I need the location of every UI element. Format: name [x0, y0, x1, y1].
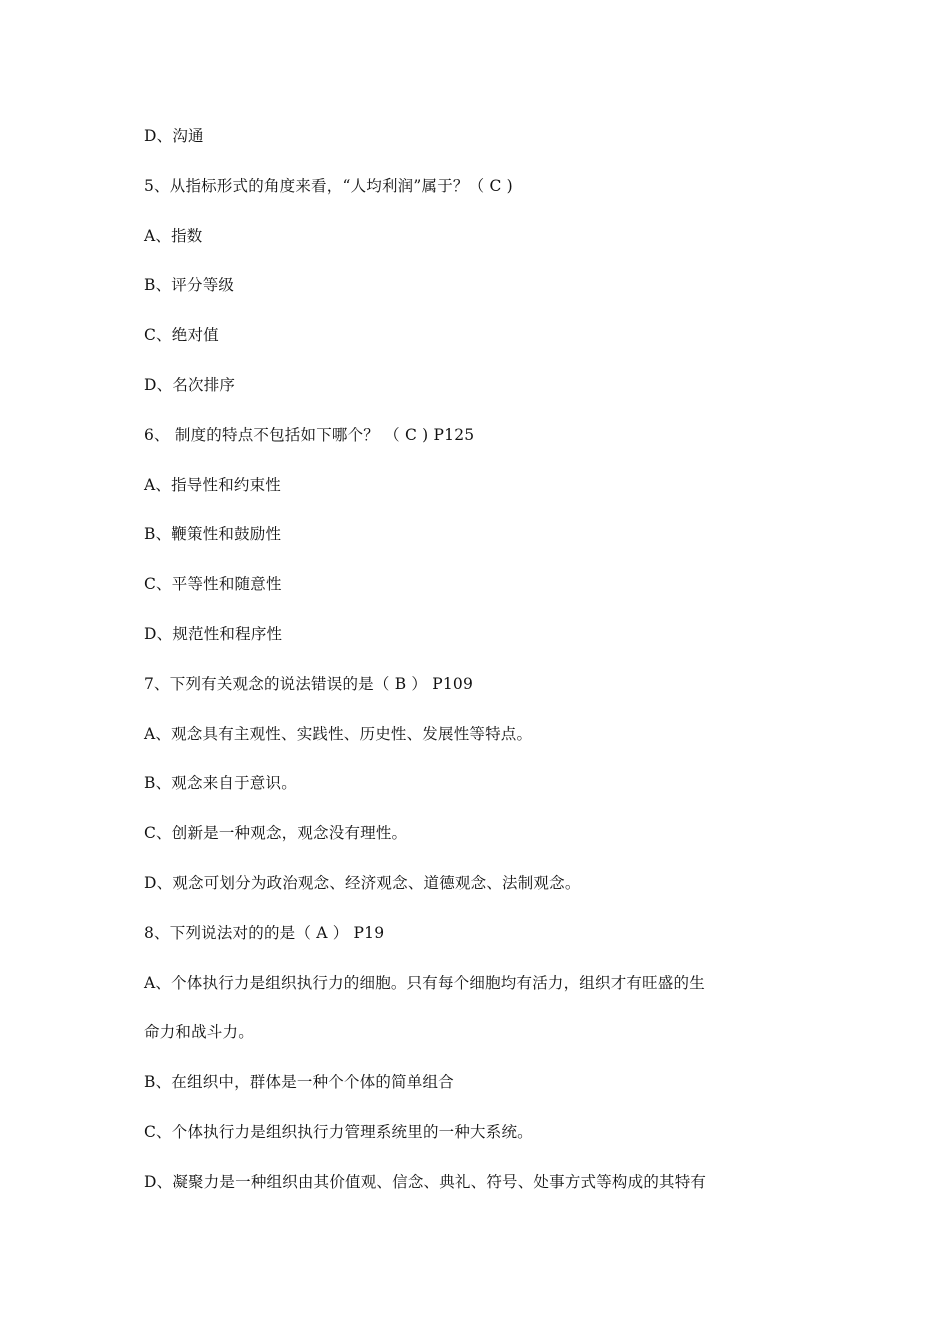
document-body: [144, 122, 754, 1218]
question-6: 6、 制度的特点不包括如下哪个？ （ C ) P125: [144, 425, 475, 444]
option-c-line: C、平等性和随意性: [144, 575, 282, 594]
option-a-line: A、指数: [144, 226, 203, 245]
option-a-line: A、指导性和约束性: [144, 475, 281, 494]
question-8: 8、下列说法对的的是（ A ） P19: [144, 923, 385, 942]
option-b-line: B、在组织中，群体是一种个个体的简单组合: [144, 1073, 454, 1092]
option-c-line: C、个体执行力是组织执行力管理系统里的一种大系统。: [144, 1122, 533, 1141]
option-b-line: B、观念来自于意识。: [144, 774, 297, 793]
option-d-line: D、沟通: [144, 127, 204, 145]
option-a-line: A、个体执行力是组织执行力的细胞。只有每个细胞均有活力，组织才有旺盛的生: [144, 973, 705, 992]
option-b-line: B、鞭策性和鼓励性: [144, 525, 282, 544]
option-d-line: D、名次排序: [144, 375, 236, 394]
option-d-line: D、观念可划分为政治观念、经济观念、道德观念、法制观念。: [144, 873, 581, 892]
question-7: 7、下列有关观念的说法错误的是（ B ） P109: [144, 674, 474, 693]
option-a-line: A、观念具有主观性、实践性、历史性、发展性等特点。: [144, 724, 533, 743]
option-d-line: D、凝聚力是一种组织由其价值观、信念、典礼、符号、处事方式等构成的其特有: [144, 1172, 707, 1191]
option-c-line: C、创新是一种观念，观念没有理性。: [144, 824, 408, 843]
option-d-line: D、规范性和程序性: [144, 624, 283, 643]
question-5: 5、从指标形式的角度来看，“人均利润”属于？（ C ): [144, 176, 513, 195]
option-c-line: C、绝对值: [144, 326, 219, 345]
option-b-line: B、评分等级: [144, 276, 235, 295]
option-a-continuation: 命力和战斗力。: [144, 1023, 254, 1042]
